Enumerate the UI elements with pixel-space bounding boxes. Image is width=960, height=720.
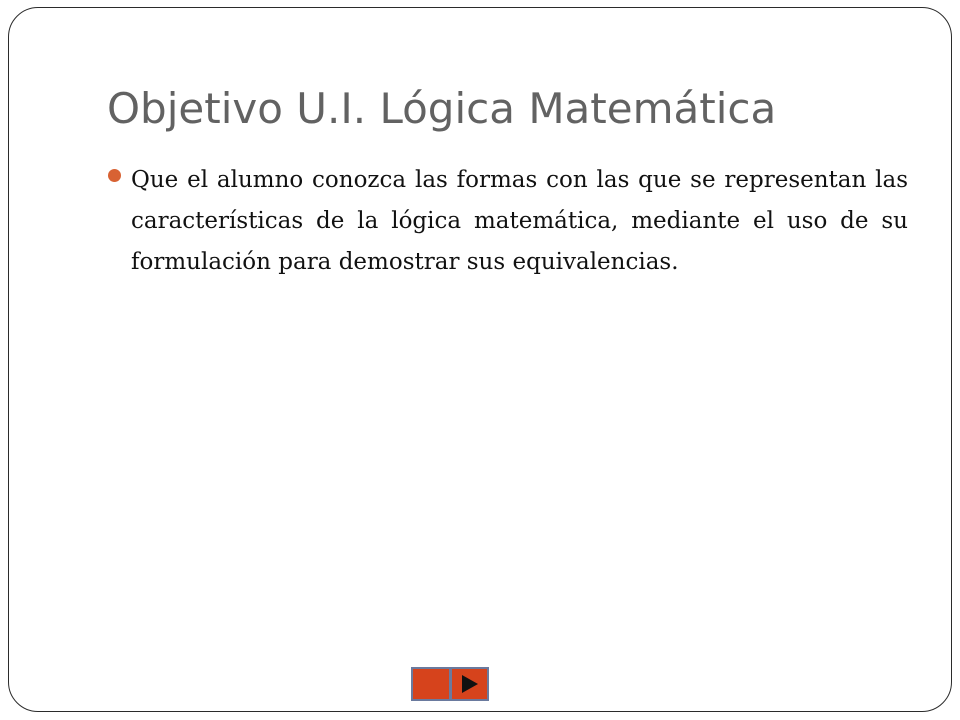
slide-title: Objetivo U.I. Lógica Matemática xyxy=(107,84,777,133)
bullet-item xyxy=(108,160,908,283)
next-slide-button[interactable] xyxy=(451,667,490,701)
bullet-list xyxy=(108,160,908,283)
bullet-text: Que el alumno conozca las formas con las que se representan las características de la lógica matemática, mediante el uso de su formulación para demostrar sus equivalencias. xyxy=(131,167,908,275)
previous-slide-button[interactable] xyxy=(411,667,451,701)
play-arrow-icon xyxy=(458,673,480,695)
slide-navigation xyxy=(411,667,489,701)
bullet-dot-icon xyxy=(108,169,121,182)
